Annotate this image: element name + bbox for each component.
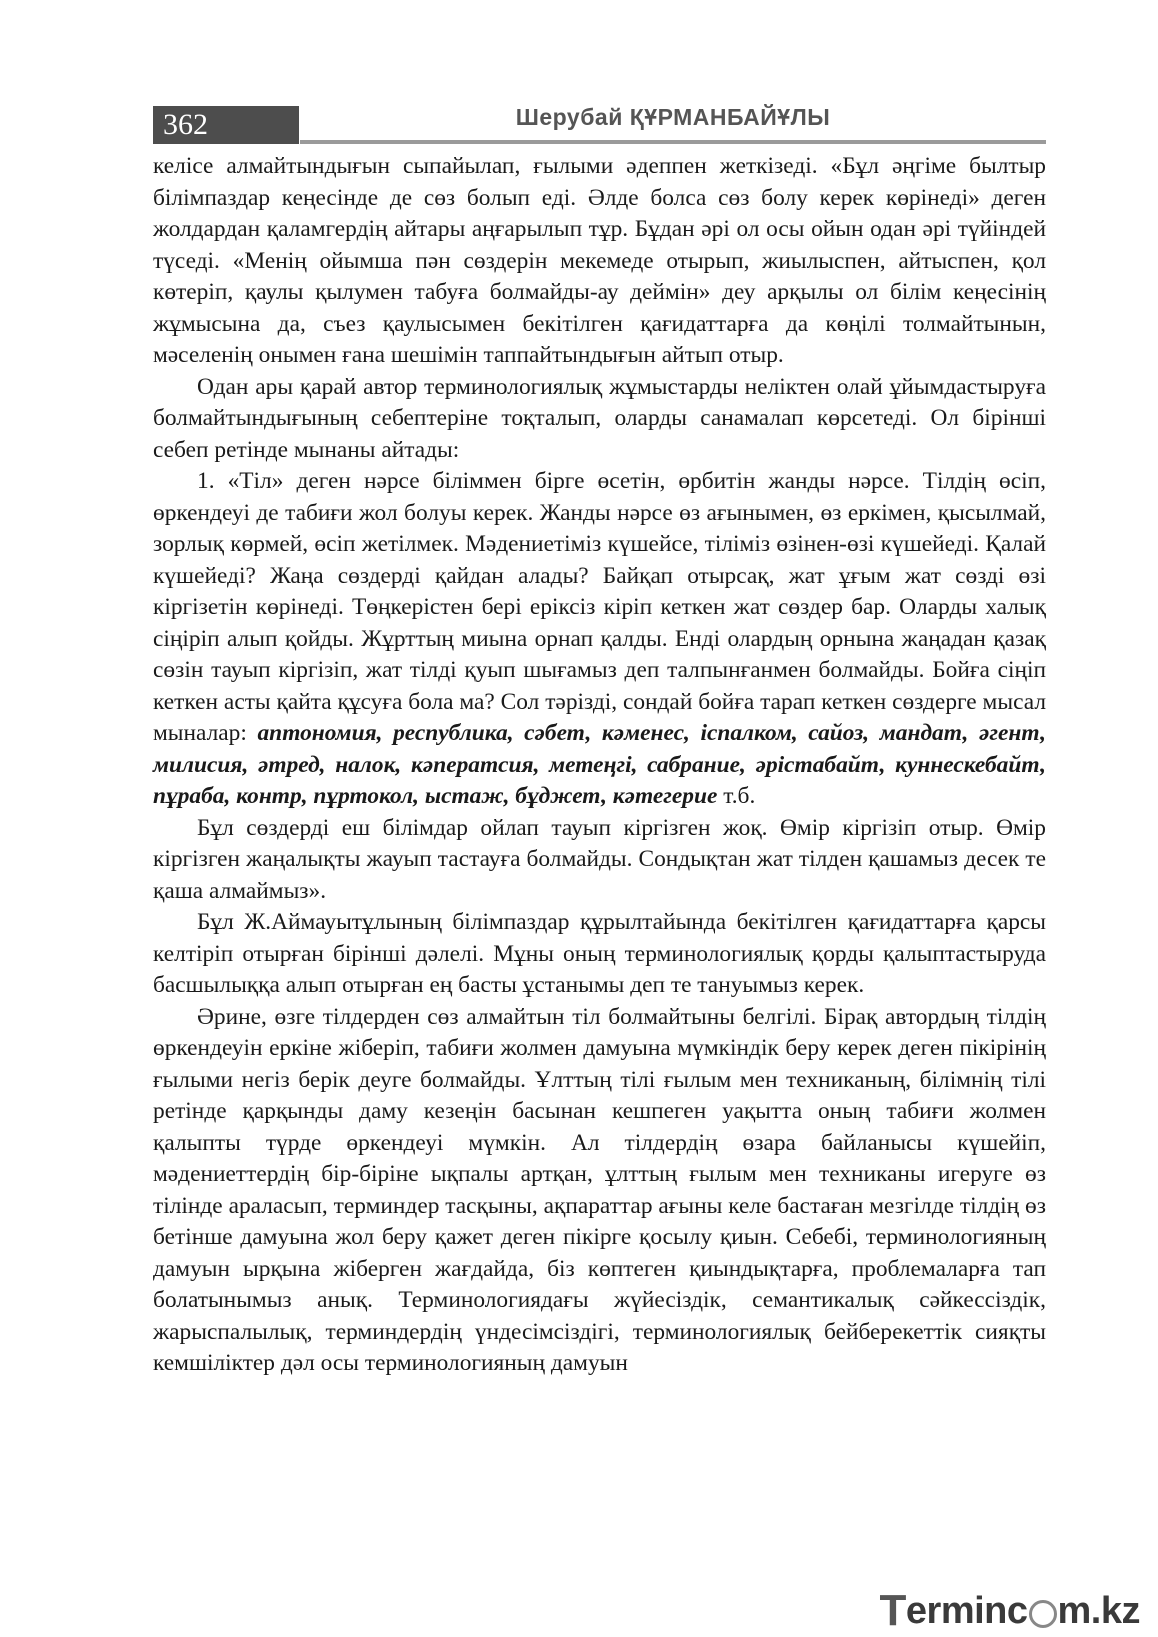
paragraph-3-tail: т.б. — [717, 783, 756, 809]
watermark-text-1: erminc — [905, 1590, 1028, 1632]
paragraph-6: Әрине, өзге тілдерден сөз алмайтын тіл болмайтыны белгілі. Бірақ автордың тілдің өркендеуін еркіне жіберіп, табиғи жолмен дамуына мүмкіндік беру керек деген пікірінің ғылыми негіз берік деуге болмайды. Ұлттың тілі ғылым мен техниканың, білімнің тілі ретінде қарқынды даму кезеңін басынан кешпеген уақытта оның табиғи жолмен қалыпты түрде өркендеуі мүмкін. Ал тілдердің өзара байланысы күшейіп, мәдениеттердің бір-біріне ықпалы артқан, ұлттың ғылым мен техниканы игеруге өз тілінде араласып, терминдер тасқыны, ақпараттар ағыны келе бастаған мезгілде тілдің өз бетінше дамуына жол беру қажет деген пікірге қосылу қиын. Себебі, терминологияның дамуын ырқына жіберген жағдайда, біз көптеген қиындықтарға, проблемаларға тап болатынымыз анық. Терминологиядағы жүйесіздік, семантикалық сәйкессіздік, жарыспалылық, терминдердің үндесімсіздігі, терминологиялық бейберекеттік сияқты кемшіліктер дәл осы терминологияның дамуын — [153, 1003, 1046, 1376]
paragraph-1: келісе алмайтындығын сыпайылап, ғылыми әдеппен жеткізеді. «Бұл әңгіме былтыр білімпаздар кеңесінде де сөз болып еді. Әлде болса сөз болу керек көрінеді» деген жолдардан қаламгердің айтары аңғарылып тұр. Бұдан әрі ол осы ойын одан әрі түйіндей түседі. «Менің ойымша пән сөздерін мекемеде отырып, жиылыспен, айтыспен, қол көтеріп, қаулы қылумен табуға болмайды-ау деймін» деу арқылы ол білім кеңесінің жұмысына да, съез қаулысымен бекітілген қағидаттарға да көңілі толмайтынын, мәселенің онымен ғана шешімін таппайтындығын айтып отыр. — [153, 153, 1046, 368]
page-body — [153, 151, 1046, 1380]
paragraph-5: Бұл Ж.Аймауытұлының білімпаздар құрылтайында бекітілген қағидаттарға қарсы келтіріп отырған бірінші дәлелі. Мұны оның терминологиялық қорды қалыптастыруда басшылыққа алып отырған ең басты ұстанымы деп те тануымыз керек. — [153, 909, 1046, 998]
running-title: Шерубай ҚҰРМАНБАЙҰЛЫ — [515, 104, 831, 130]
watermark-letter-t: T — [879, 1586, 906, 1635]
paragraph-3-lead: 1. «Тіл» деген нәрсе біліммен бірге өсетін, өрбитін жанды нәрсе. Тілдің өсіп, өркендеуі де табиғи жол болуы керек. Жанды нәрсе өз ағынымен, өз еркімен, қысылмай, зорлық көрмей, өсіп жетілмек. Мәдениетіміз күшейсе, тіліміз өзінен-өзі күшейеді. Қалай күшейеді? Жаңа сөздерді қайдан алады? Байқап отырсақ, жат ұғым жат сөзді өзі кіргізетін көрінеді. Төңкерістен бері еріксіз кіріп кеткен жат сөздер бар. Оларды халық сіңіріп алып қойды. Жұрттың миына орнап қалды. Енді олардың орнына жаңадан қазақ сөзін тауып кіргізіп, жат тілді қуып шығамыз деп талпынғанмен болмайды. Бойға сіңіп кеткен асты қайта құсуға бола ма? Сол тәрізді, сондай бойға тарап кеткен сөздерге мысал мыналар: — [153, 468, 1046, 746]
termincom-watermark-logo — [880, 1587, 1141, 1635]
watermark-ring-icon — [1029, 1600, 1057, 1628]
page-number: 362 — [153, 106, 299, 144]
paragraph-2: Одан ары қарай автор терминологиялық жұмыстарды неліктен олай ұйымдастыруға болмайтындығының себептеріне тоқталып, оларды санамалап көрсетеді. Ол бірінші себеп ретінде мынаны айтады: — [153, 373, 1046, 463]
paragraph-4: Бұл сөздерді еш білімдар ойлап тауып кіргізген жоқ. Өмір кіргізіп отыр. Өмір кіргізген жаңалықты жауып тастауға болмайды. Сондықтан жат тілден қашамыз десек те қаша алмаймыз». — [153, 814, 1046, 904]
watermark-text-2: m.kz — [1057, 1590, 1140, 1632]
paragraph-3 — [153, 466, 1046, 813]
borrowed-terms-list: аптономия, республика, сәбет, кәменес, іспалком, сайоз, мандат, әгент, милисия, әтред, налок, кәператсия, метеңгі, сабрание, әрістабайт, куннескебайт, пұраба, контр, пұртокол, ыстаж, бұджет, кәтегерие — [153, 720, 1046, 809]
header-rule — [300, 140, 1046, 144]
